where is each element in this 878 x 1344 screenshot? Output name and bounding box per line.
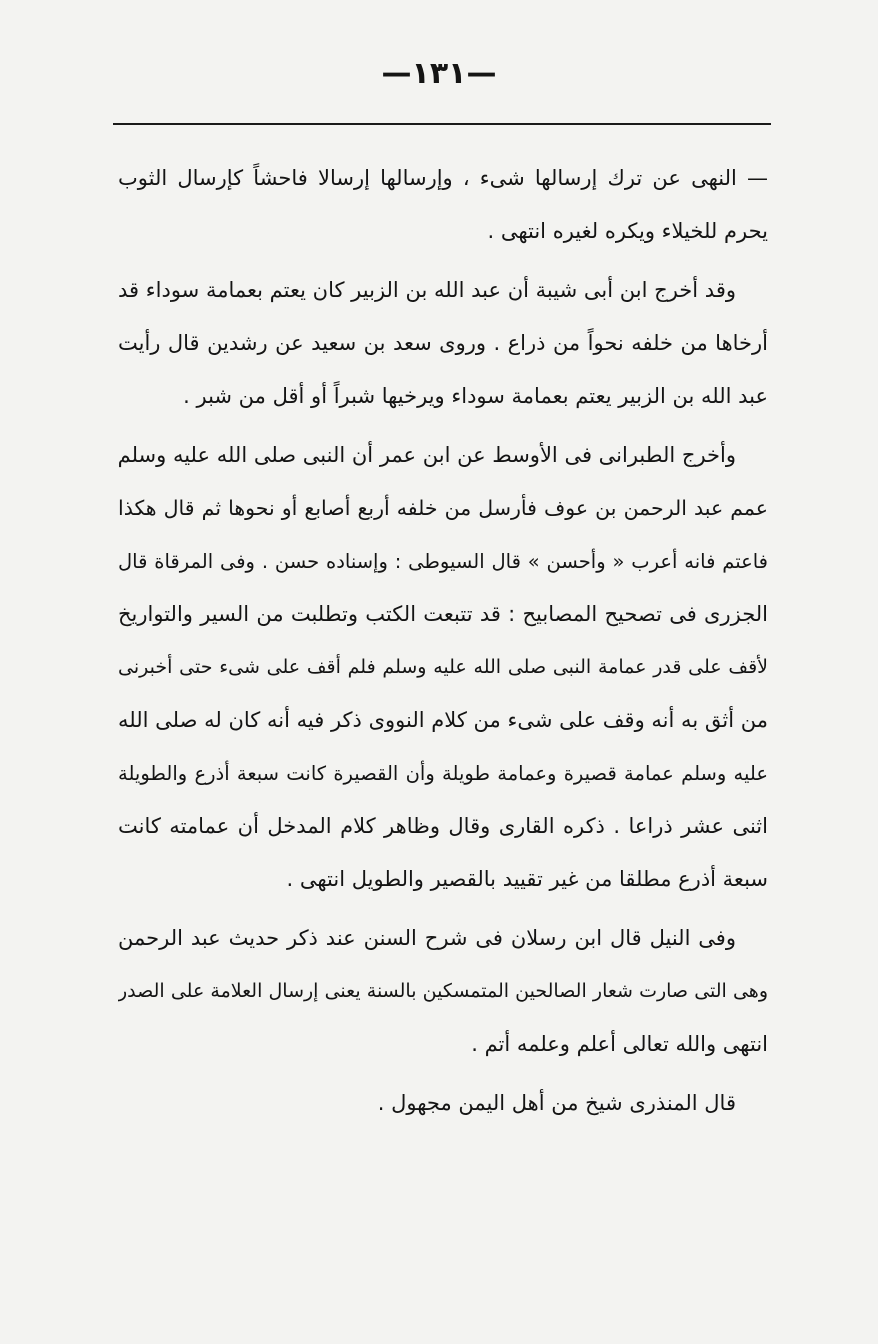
paragraph: [118, 912, 768, 1071]
text-line: وأخرج الطبرانى فى الأوسط عن ابن عمر أن النبى صلى الله عليه وسلم: [118, 443, 736, 467]
text-line: لأقف على قدر عمامة النبى صلى الله عليه وسلم فلم أقف على شىء حتى أخبرنى: [118, 656, 768, 678]
paragraph: [118, 1077, 768, 1130]
text-line: عبد الله بن الزبير يعتم بعمامة سوداء ويرخيها شبراً أو أقل من شبر .: [183, 384, 768, 408]
text-line: عمم عبد الرحمن بن عوف فأرسل من خلفه أربع أصابع أو نحوها ثم قال هكذا: [118, 496, 768, 520]
header-rule: [113, 123, 771, 125]
text-line: قال المنذرى شيخ من أهل اليمن مجهول .: [377, 1091, 736, 1115]
text-line: من أثق به أنه وقف على شىء من كلام النووى ذكر فيه أنه كان له صلى الله: [118, 708, 768, 732]
text-line: سبعة أذرع مطلقا من غير تقييد بالقصير والطويل انتهى .: [286, 867, 768, 891]
text-line: الجزرى فى تصحيح المصابيح : قد تتبعت الكتب وتطلبت من السير والتواريخ: [118, 602, 768, 626]
page-body: [118, 152, 768, 1136]
text-line: انتهى والله تعالى أعلم وعلمه أتم .: [471, 1032, 768, 1056]
text-line: وهى التى صارت شعار الصالحين المتمسكين بالسنة يعنى إرسال العلامة على الصدر: [118, 980, 768, 1002]
text-line: أرخاها من خلفه نحواً من ذراع . وروى سعد بن سعيد عن رشدين قال رأيت: [118, 331, 768, 355]
text-line: وفى النيل قال ابن رسلان فى شرح السنن عند ذكر حديث عبد الرحمن: [118, 926, 736, 950]
text-line: يحرم للخيلاء ويكره لغيره انتهى .: [487, 219, 768, 243]
text-line: وقد أخرج ابن أبى شيبة أن عبد الله بن الزبير كان يعتم بعمامة سوداء قد: [118, 278, 736, 302]
text-line: اثنى عشر ذراعا . ذكره القارى وقال وظاهر كلام المدخل أن عمامته كانت: [118, 814, 768, 838]
text-line: — النهى عن ترك إرسالها شىء ، وإرسالها إرسالا فاحشاً كإرسال الثوب: [118, 166, 768, 190]
paragraph: [118, 429, 768, 906]
paragraph: [118, 264, 768, 423]
text-line: فاعتم فانه أعرب « وأحسن » قال السيوطى : وإسناده حسن . وفى المرقاة قال: [118, 550, 768, 573]
page-number: —١٣١—: [381, 56, 497, 91]
paragraph: [118, 152, 768, 258]
text-line: عليه وسلم عمامة قصيرة وعمامة طويلة وأن القصيرة كانت سبعة أذرع والطويلة: [118, 762, 768, 785]
